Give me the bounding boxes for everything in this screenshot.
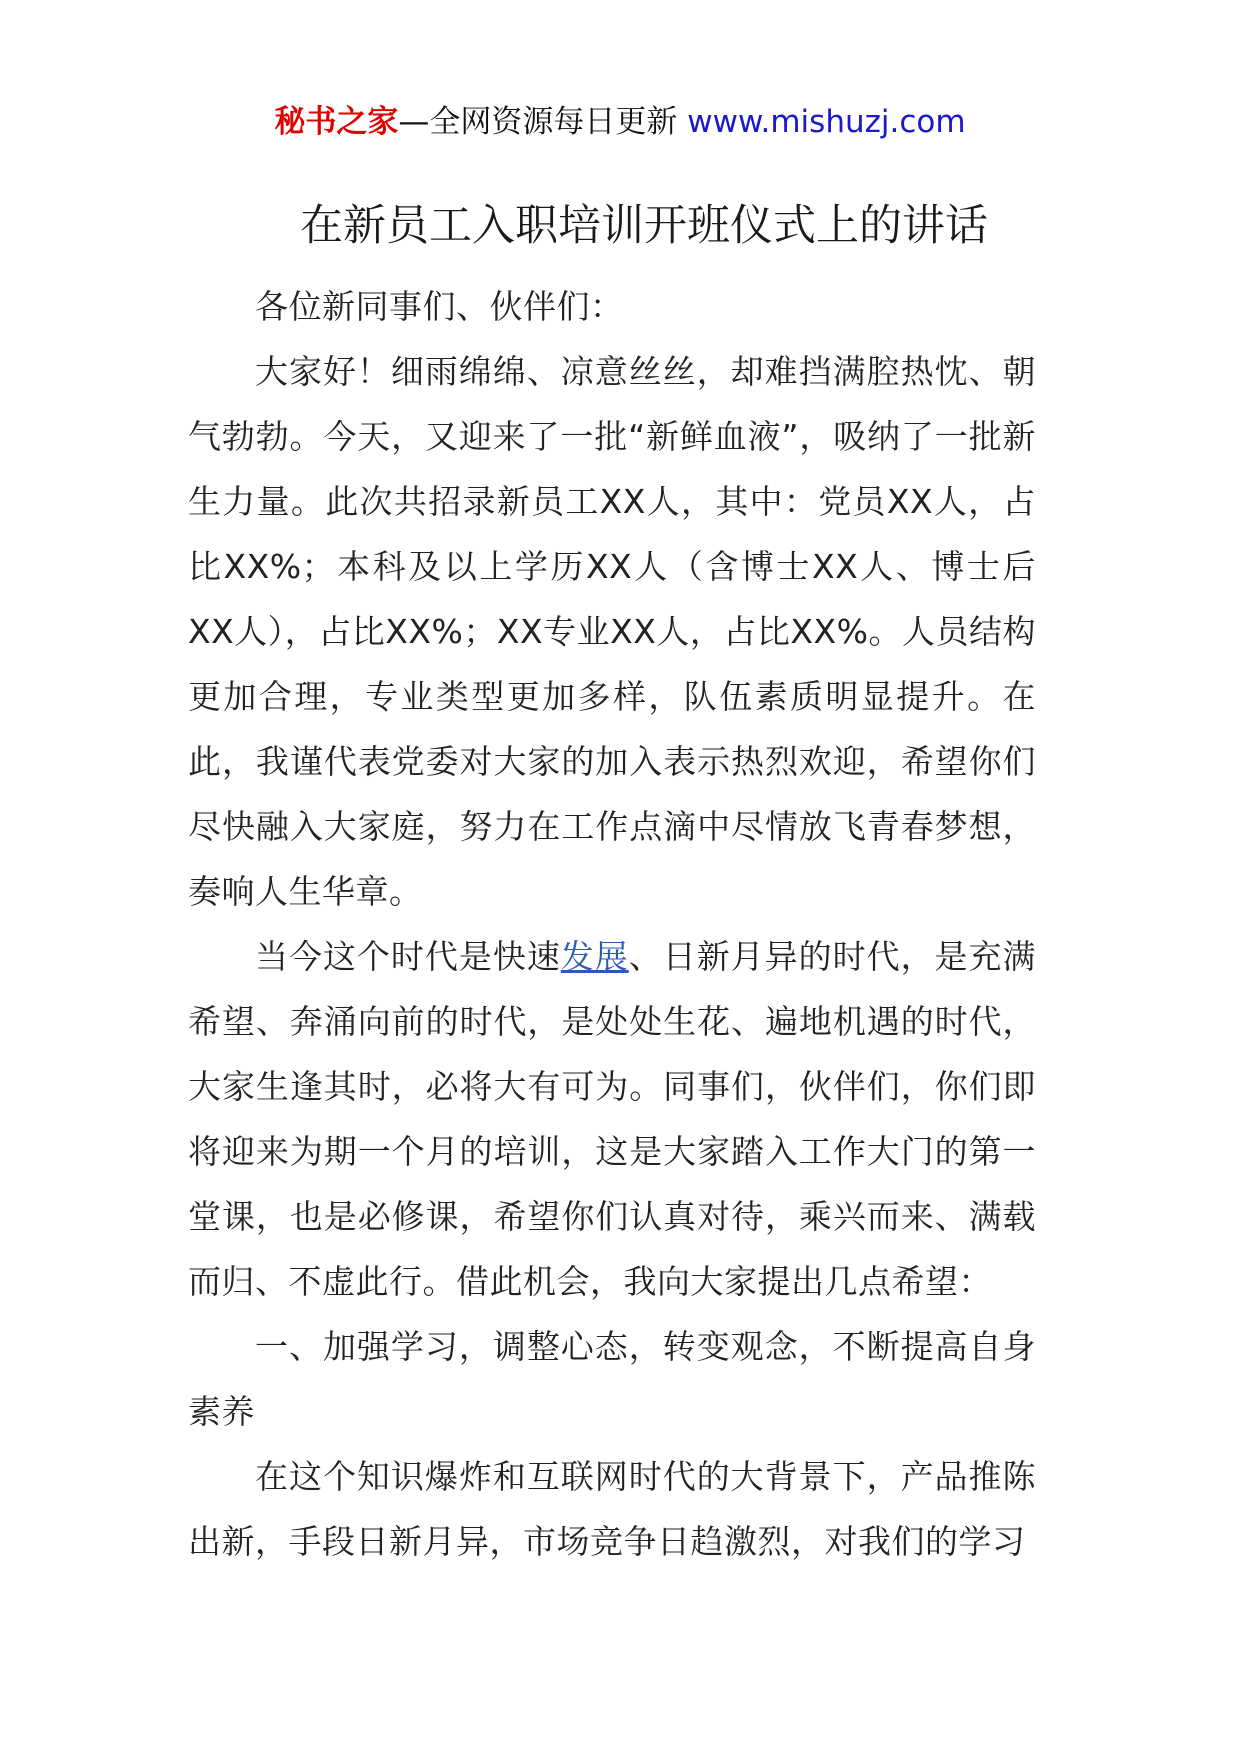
brand-name: 秘书之家 — [274, 104, 399, 140]
site-header — [0, 100, 1240, 144]
page-title: 在新员工入职培训开班仪式上的讲话 — [300, 201, 988, 251]
paragraph-1: 大家好！细雨绵绵、凉意丝丝，却难挡满腔热忱、朝气勃勃。今天，又迎来了一批“新鲜血液”，吸纳了一批新生力量。此次共招录新员工XX人，其中：党员XX人，占比XX%；本科及以上学历XX人（含博士XX人、博士后XX人），占比XX%；XX专业XX人，占比XX%。人员结构更加合理，专业类型更加多样，队伍素质明显提升。在此，我谨代表党委对大家的加入表示热烈欢迎，希望你们尽快融入大家庭，努力在工作点滴中尽情放飞青春梦想，奏响人生华章。 — [188, 352, 1036, 911]
header-tagline: —全网资源每日更新 — [398, 104, 678, 140]
paragraph-3: 在这个知识爆炸和互联网时代的大背景下，产品推陈出新，手段日新月异，市场竞争日趋激烈，对我们的学习 — [188, 1457, 1036, 1561]
development-link[interactable]: 发展 — [560, 937, 629, 976]
paragraph-2-text-a: 当今这个时代是快速 — [255, 937, 561, 976]
section-heading-1: 一、加强学习，调整心态，转变观念，不断提高自身素养 — [188, 1327, 1036, 1431]
document-body — [188, 274, 1036, 1574]
paragraph-2 — [188, 924, 1036, 1314]
paragraph-2-text-b: 、日新月异的时代，是充满希望、奔涌向前的时代，是处处生花、遍地机遇的时代，大家生逢其时，必将大有可为。同事们，伙伴们，你们即将迎来为期一个月的培训，这是大家踏入工作大门的第一堂课，也是必修课，希望你们认真对待，乘兴而来、满载而归、不虚此行。借此机会，我向大家提出几点希望： — [188, 937, 1037, 1301]
site-url-link[interactable]: www.mishuzj.com — [687, 104, 966, 140]
salutation: 各位新同事们、伙伴们： — [255, 287, 624, 326]
